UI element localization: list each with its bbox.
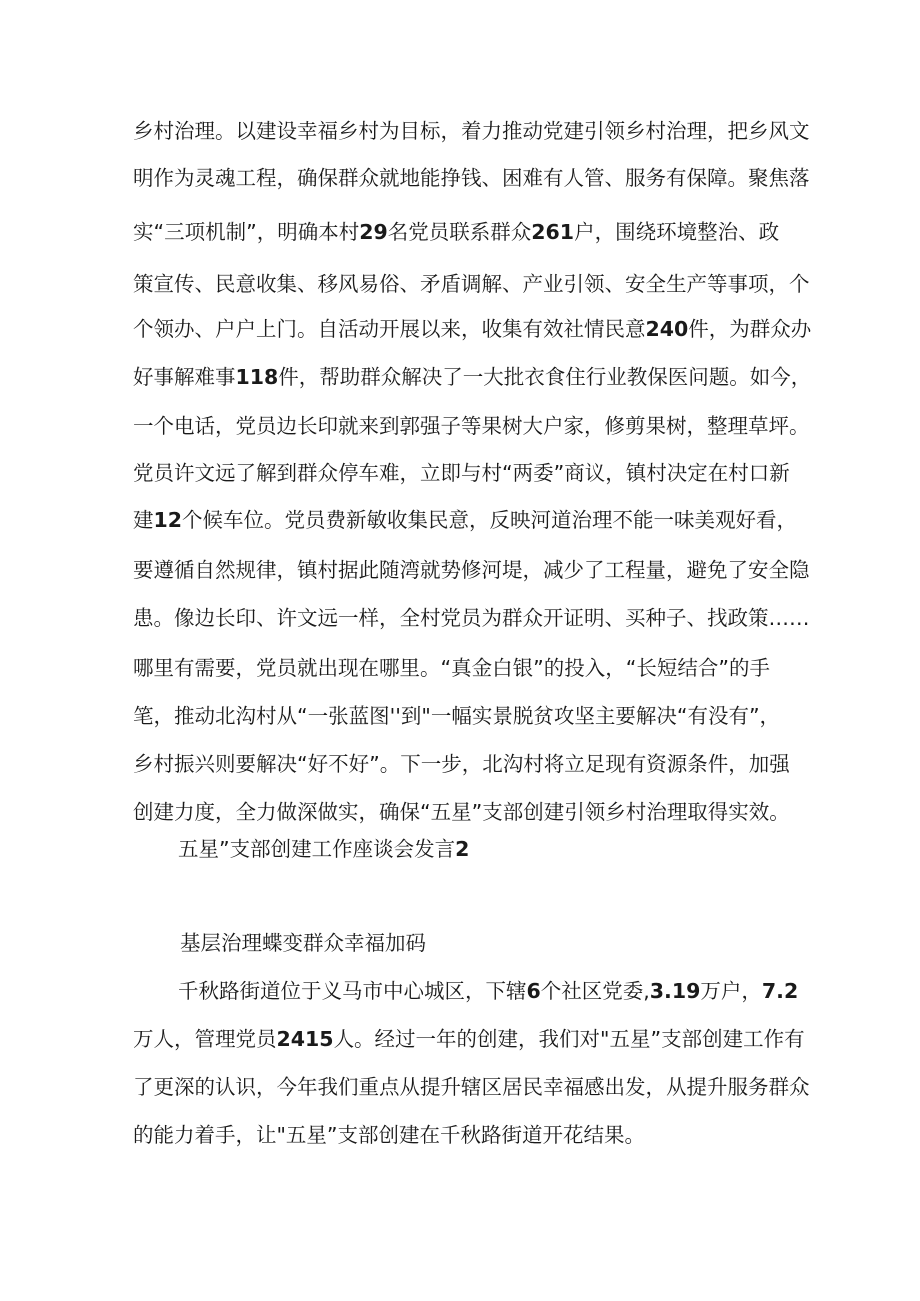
number-text: 2415 [276,1027,334,1051]
number-text: 240 [645,317,689,341]
number-text: 2 [455,837,470,861]
paragraph-line: 建12个候车位。党员费新敏收集民意，反映河道治理不能一味美观好看， [133,508,798,532]
paragraph-line: 党员许文远了解到群众停车难，立即与村“两委”商议，镇村决定在村口新 [133,461,790,485]
number-text: 29 [359,220,388,244]
number-text: 118 [235,365,279,389]
paragraph-line: 千秋路街道位于义马市中心城区，下辖6个社区党委,3.19万户，7.2 [178,979,799,1003]
number-text: 261 [531,220,575,244]
paragraph-line: 明作为灵魂工程，确保群众就地能挣钱、困难有人管、服务有保障。聚焦落 [133,166,810,190]
section-title: 五星”支部创建工作座谈会发言2 [178,837,470,861]
paragraph-line: 策宣传、民意收集、移风易俗、矛盾调解、产业引领、安全生产等事项，个 [133,272,810,296]
number-text: 6 [526,979,541,1003]
paragraph-line: 哪里有需要，党员就出现在哪里。“真金白银”的投入，“长短结合”的手 [133,656,770,680]
paragraph-line: 了更深的认识，今年我们重点从提升辖区居民幸福感出发，从提升服务群众 [133,1075,810,1099]
paragraph-line: 创建力度，全力做深做实，确保“五星”支部创建引领乡村治理取得实效。 [133,800,790,824]
paragraph-line: 好事解难事118件，帮助群众解决了一大批衣食住行业教保医问题。如今， [133,365,812,389]
number-text: 3.19 [649,979,701,1003]
subtitle: 基层治理蝶变群众幸福加码 [180,931,426,955]
paragraph-line: 一个电话，党员边长印就来到郭强子等果树大户家，修剪果树，整理草坪。 [133,414,810,438]
paragraph-line: 万人，管理党员2415人。经过一年的创建，我们对"五星”支部创建工作有 [133,1027,805,1051]
number-text: 12 [153,508,183,532]
paragraph-line: 的能力着手，让"五星”支部创建在千秋路街道开花结果。 [133,1123,646,1147]
paragraph-line: 个领办、户户上门。自活动开展以来，收集有效社情民意240件，为群众办 [133,317,812,341]
paragraph-line: 笔，推动北沟村从“一张蓝图''到"一幅实景脱贫攻坚主要解决“有没有”， [133,704,781,728]
paragraph-line: 要遵循自然规律，镇村据此随湾就势修河堤，减少了工程量，避免了安全隐 [133,558,810,582]
paragraph-line: 患。像边长印、许文远一样，全村党员为群众开证明、买种子、找政策…… [133,606,810,630]
number-text: 7.2 [761,979,799,1003]
paragraph-line: 乡村振兴则要解决“好不好”。下一步，北沟村将立足现有资源条件，加强 [133,752,790,776]
paragraph-line: 实“三项机制”，明确本村29名党员联系群众261户，围绕环境整治、政 [133,220,780,244]
paragraph-line: 乡村治理。以建设幸福乡村为目标，着力推动党建引领乡村治理，把乡风文 [133,119,810,143]
